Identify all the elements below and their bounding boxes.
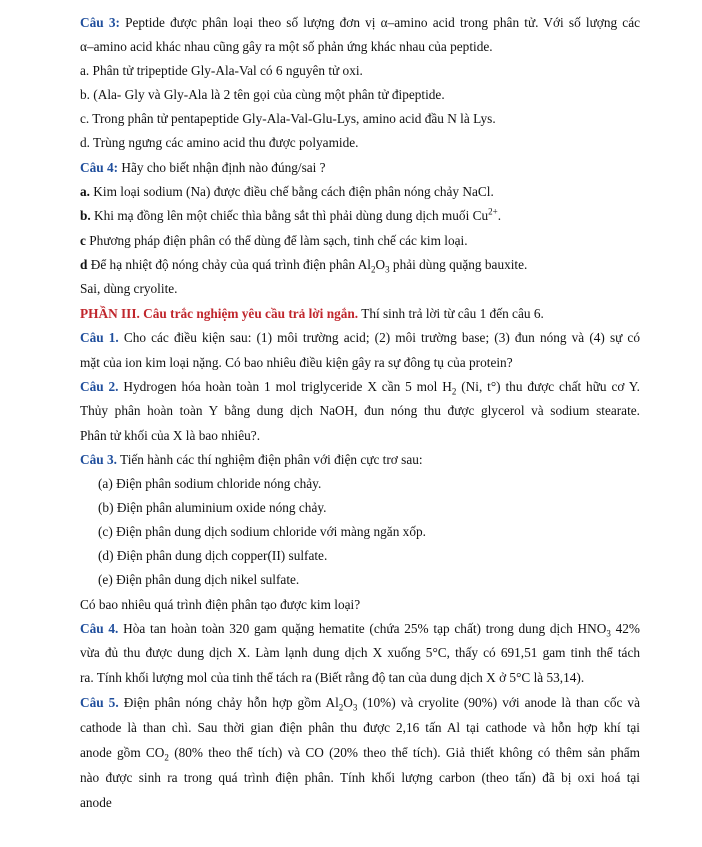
q4-c-text: Phương pháp điện phân có thể dùng để làm sạch, tinh chế các kim loại. bbox=[85, 233, 468, 248]
q4-statement-a bbox=[80, 183, 640, 201]
q4-answer: Sai, dùng cryolite. bbox=[80, 281, 178, 296]
s3-item-c: (c) Điện phân dung dịch sodium chloride với màng ngăn xốp. bbox=[98, 524, 426, 539]
s2-label: Câu 2. bbox=[80, 379, 119, 394]
s3-question: Có bao nhiêu quá trình điện phân tạo được kim loại? bbox=[80, 597, 361, 612]
q4-d-text-2: O bbox=[375, 257, 386, 272]
q4-label: Câu 4: bbox=[80, 160, 119, 175]
s5-sub-3: 2 bbox=[164, 752, 169, 763]
s3-item-d: (d) Điện phân dung dịch copper(II) sulfate. bbox=[98, 548, 328, 563]
q3-text: Peptide được phân loại theo số lượng đơn vị α–amino acid trong phân tử. Với số lượng các bbox=[119, 15, 641, 30]
s4-line-1 bbox=[80, 620, 640, 638]
s5-line-2: cathode là than chì. Sau thời gian điện phân thu được 2,16 tấn Al tại cathode và hỗn hợp khí tại bbox=[80, 720, 640, 735]
s4-label: Câu 4. bbox=[80, 621, 119, 636]
s5-text-3a: anode gồm CO bbox=[80, 745, 165, 760]
s4-line-2: vừa đủ thu được dung dịch X. Làm lạnh dung dịch X xuống 5°C, thấy có 691,51 gam tinh thể tách bbox=[80, 645, 640, 660]
q4-text: Hãy cho biết nhận định nào đúng/sai ? bbox=[118, 160, 326, 175]
q4-statement-b bbox=[80, 207, 640, 225]
section-3-heading bbox=[80, 305, 640, 323]
q4-d-prefix: d bbox=[80, 257, 88, 272]
s3-item-b: (b) Điện phân aluminium oxide nóng chảy. bbox=[98, 500, 327, 515]
s1-text: Cho các điều kiện sau: (1) môi trường acid; (2) môi trường base; (3) đun nóng và (4) sự có bbox=[118, 330, 640, 345]
q4-statement-d bbox=[80, 256, 640, 274]
q4-b-text: Khi mạ đồng lên một chiếc thìa bằng sắt thì phải dùng dung dịch muối Cu bbox=[90, 208, 489, 223]
s2-line-1 bbox=[80, 378, 640, 396]
s5-text-c: (10%) và cryolite (90%) với anode là than cốc và bbox=[357, 695, 640, 710]
s1-label: Câu 1. bbox=[80, 330, 119, 345]
q4-line bbox=[80, 159, 640, 177]
q4-d-text-1: Để hạ nhiệt độ nóng chảy của quá trình điện phân Al bbox=[87, 257, 371, 272]
s2-line-3: Phân tử khối của X là bao nhiêu?. bbox=[80, 428, 261, 443]
s5-text-3b: (80% theo thể tích) và CO (20% theo thể tích). Giả thiết không có thêm sản phẩm bbox=[168, 745, 641, 760]
s3-text: Tiến hành các thí nghiệm điện phân với điện cực trơ sau: bbox=[116, 452, 423, 467]
s2-text-a: Hydrogen hóa hoàn toàn 1 mol triglyceride X cần 5 mol H bbox=[118, 379, 452, 394]
q4-d-sub-2: 3 bbox=[385, 264, 390, 275]
q4-a-text: Kim loại sodium (Na) được điều chế bằng cách điện phân nóng chảy NaCl. bbox=[89, 184, 494, 199]
s4-line-3: ra. Tính khối lượng mol của tinh thể tách ra (Biết rằng độ tan của dung dịch X ở 5°C là 53,14). bbox=[80, 670, 585, 685]
q4-d-sub-1: 2 bbox=[371, 264, 376, 275]
s1-line-2: mặt của ion kim loại nặng. Có bao nhiêu điều kiện gây ra sự đông tụ của protein? bbox=[80, 355, 513, 370]
s2-line-2: Thủy phân hoàn toàn Y bằng dung dịch NaOH, đun nóng thu được glycerol và sodium stearate. bbox=[80, 403, 640, 418]
s5-line-3 bbox=[80, 744, 640, 762]
s2-text-b: (Ni, t°) thu được chất hữu cơ Y. bbox=[456, 379, 640, 394]
q3-line-1 bbox=[80, 14, 640, 32]
q4-b-sup: 2+ bbox=[488, 206, 498, 217]
s5-line-5: anode bbox=[80, 795, 112, 810]
s5-text-a: Điện phân nóng chảy hỗn hợp gồm Al bbox=[118, 695, 339, 710]
s3-label: Câu 3. bbox=[80, 452, 117, 467]
s5-line-1 bbox=[80, 694, 640, 712]
section-3-note: Thí sinh trả lời từ câu 1 đến câu 6. bbox=[358, 306, 544, 321]
q3-statement-a: a. Phân tử tripeptide Gly-Ala-Val có 6 nguyên tử oxi. bbox=[80, 63, 363, 78]
q4-statement-c bbox=[80, 232, 640, 250]
q4-b-prefix: b. bbox=[80, 208, 91, 223]
q3-statement-b: b. (Ala- Gly và Gly-Ala là 2 tên gọi của cùng một phân tử đipeptide. bbox=[80, 87, 445, 102]
s5-sub-1: 2 bbox=[338, 702, 344, 713]
q4-b-end: . bbox=[497, 208, 502, 223]
s5-label: Câu 5. bbox=[80, 695, 119, 710]
q3-label: Câu 3: bbox=[80, 15, 120, 30]
s4-text-a: Hòa tan hoàn toàn 320 gam quặng hematite (chứa 25% tạp chất) trong dung dịch HNO bbox=[118, 621, 607, 636]
q3-statement-d: d. Trùng ngưng các amino acid thu được polyamide. bbox=[80, 135, 359, 150]
s5-sub-2: 3 bbox=[352, 702, 358, 713]
s3-line bbox=[80, 451, 640, 469]
s3-item-e: (e) Điện phân dung dịch nikel sulfate. bbox=[98, 572, 300, 587]
section-3-title: PHẦN III. Câu trắc nghiệm yêu cầu trả lời ngắn. bbox=[80, 306, 359, 321]
q4-d-text-3: phải dùng quặng bauxite. bbox=[389, 257, 528, 272]
s3-item-a: (a) Điện phân sodium chloride nóng chảy. bbox=[98, 476, 322, 491]
s2-sub: 2 bbox=[451, 386, 457, 397]
q3-statement-c: c. Trong phân tử pentapeptide Gly-Ala-Val-Glu-Lys, amino acid đầu N là Lys. bbox=[80, 111, 496, 126]
s5-line-4: nào được sinh ra trong quá trình điện phân. Tính khối lượng carbon (theo tấn) đã bị oxi hoá tại bbox=[80, 770, 640, 785]
s5-text-b: O bbox=[343, 695, 353, 710]
q3-line-2: α–amino acid khác nhau cũng gây ra một số phản ứng khác nhau của peptide. bbox=[80, 39, 493, 54]
q4-a-prefix: a. bbox=[80, 184, 90, 199]
q4-c-prefix: c bbox=[80, 233, 86, 248]
s1-line-1 bbox=[80, 329, 640, 347]
s4-sub: 3 bbox=[606, 628, 611, 639]
s4-text-b: 42% bbox=[610, 621, 640, 636]
